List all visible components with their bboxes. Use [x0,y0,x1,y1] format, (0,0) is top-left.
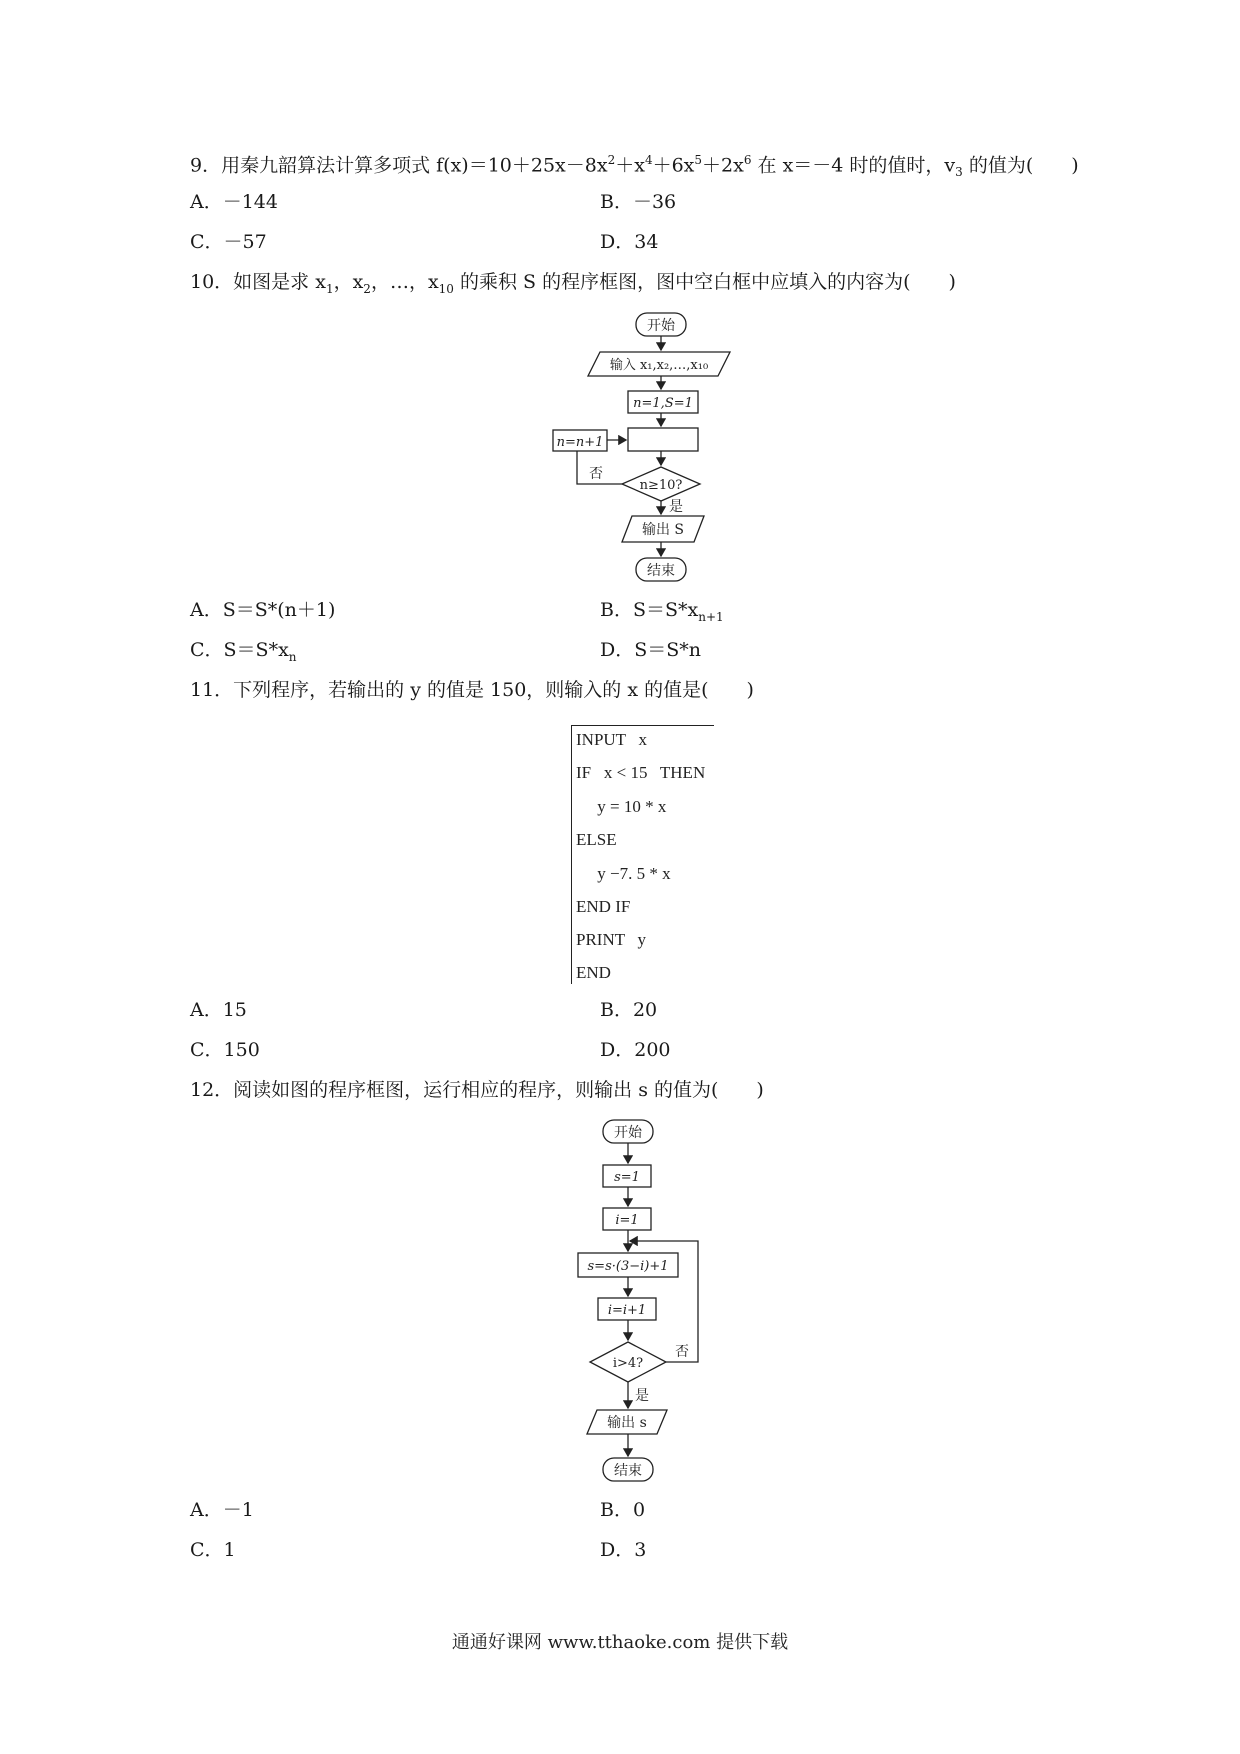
page-footer: 通通好课网 www.tthaoke.com 提供下载 [451,1632,789,1653]
q9-option-d: D．34 [600,231,659,253]
q12-start-text: 开始 [614,1125,642,1141]
q10-increment-text: n=n+1 [556,435,604,450]
q10-init-text: n=1,S=1 [633,396,693,411]
q10-start-text: 开始 [647,318,675,334]
code-line: IF x < 15 THEN [576,763,706,782]
q12-s-init-text: s=1 [614,1170,640,1185]
q12-update-s-text: s=s·(3−i)+1 [587,1259,669,1274]
q9-stem: 9．用秦九韶算法计算多项式 $f(x)=10+25x-8x^2+x^4+6x^5+2x^6$ 在 x＝－4 时的值时，$v_3$ 的值为( ) [190,153,1079,180]
q12-end-text: 结束 [614,1463,642,1479]
q12-option-a: A．－1 [190,1499,254,1521]
code-line: y −7. 5 * x [576,864,671,883]
q12-update-i-text: i=i+1 [607,1303,647,1318]
code-line: PRINT y [576,930,647,949]
q10-stem: 10．如图是求 $x_1$，$x_2$，…，$x_{10}$ 的乘积 S 的程序框图，图中空白框中应填入的内容为( ) [190,271,956,296]
q12-option-b: B．0 [600,1499,646,1521]
q10-flowchart [540,305,740,590]
q12-option-d: D．3 [600,1539,647,1561]
q11-stem: 11．下列程序，若输出的 y 的值是 150，则输入的 x 的值是( ) [190,679,754,701]
q10-no-label: 否 [589,466,603,482]
q12-yes-label: 是 [635,1388,649,1404]
q10-cond-text: n≥10? [639,478,683,493]
q12-no-label: 否 [675,1344,689,1360]
code-line: END IF [576,897,631,916]
q10-option-d: D．S＝S*n [600,639,702,661]
q11-option-b: B．20 [600,999,658,1021]
q12-flowchart [570,1115,705,1485]
code-line: INPUT x [576,730,647,749]
q10-end-text: 结束 [647,563,675,579]
q10-option-c: C．$S=S*x_n$ [190,639,297,664]
q10-output-text: 输出 S [641,522,685,538]
code-line: ELSE [576,830,617,849]
q10-blank-box [628,428,698,451]
q9-option-c: C．－57 [190,231,267,253]
q11-option-c: C．150 [190,1039,260,1061]
q10-yes-label: 是 [669,499,683,515]
q11-option-a: A．15 [190,999,247,1021]
q12-output-text: 输出 s [607,1415,647,1431]
q9-option-a: A．－144 [190,191,278,213]
q11-option-d: D．200 [600,1039,671,1061]
q12-i-init-text: i=1 [615,1213,639,1228]
code-line: y = 10 * x [576,797,667,816]
q11-code-block [571,725,714,984]
q9-option-b: B．－36 [600,191,677,213]
q12-cond-text: i>4? [612,1356,644,1371]
q10-input-text: 输入 x₁,x₂,…,x₁₀ [609,358,709,373]
code-line: END [576,963,611,982]
q10-option-b: B．$S=S*x_{n+1}$ [600,599,724,624]
q10-option-a: A．S＝S*(n＋1) [190,599,336,621]
q12-stem: 12．阅读如图的程序框图，运行相应的程序，则输出 s 的值为( ) [190,1079,764,1101]
q12-option-c: C．1 [190,1539,236,1561]
